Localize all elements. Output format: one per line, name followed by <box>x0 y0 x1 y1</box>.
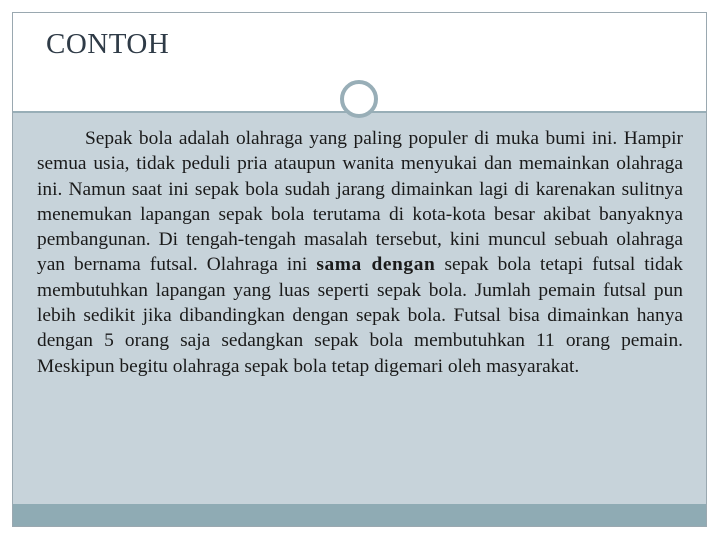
body-text-part-2: sepak bola tetapi futsal tidak membutuhkan lapangan yang luas seperti sepak bola. Jumlah pemain futsal pun lebih sedikit jika dibandingkan dengan sepak bola. Futsal bisa dimainkan hanya dengan 5 orang saja sedangkan sepak bola membutuhkan 11 orang pemain. Meskipun begitu olahraga sepak bola tetap digemari oleh masyarakat. <box>37 254 684 377</box>
ring-icon <box>340 80 378 118</box>
slide-title: CONTOH <box>46 28 170 60</box>
body-text-part-1: Sepak bola adalah olahraga yang paling populer di muka bumi ini. Hampir semua usia, tidak peduli pria ataupun wanita menyukai dan memainkan olahraga ini. Namun saat ini sepak bola sudah jarang dimainkan lagi di karenakan sulitnya menemukan lapangan sepak bola terutama di kota-kota besar akibat banyaknya pembangunan. Di tengah-tengah masalah tersebut, kini muncul sebuah olahraga yan bernama futsal. Olahraga ini <box>37 128 683 276</box>
footer-bar <box>13 504 706 526</box>
body-paragraph <box>37 126 683 379</box>
body-emphasis: sama dengan <box>316 254 436 276</box>
